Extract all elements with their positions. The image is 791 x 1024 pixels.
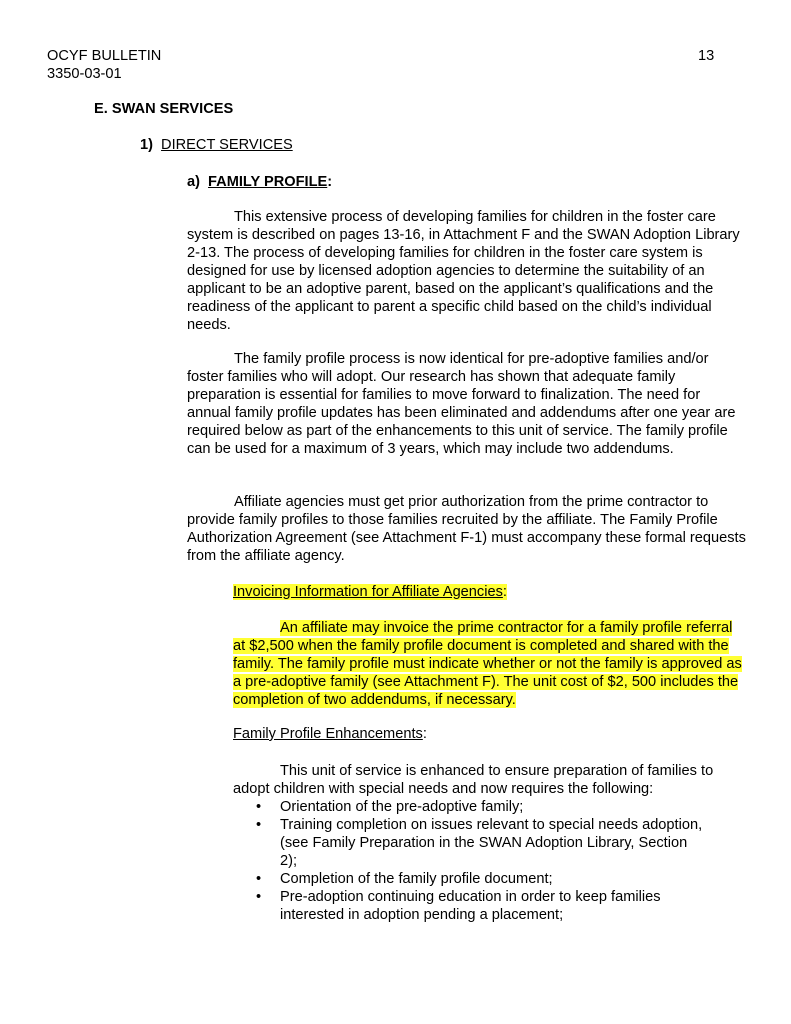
item-title [187,173,332,191]
list-item [233,816,703,870]
list-item [233,888,703,924]
paragraph-1: This extensive process of developing families for children in the foster care system is described on pages 13-16, in Attachment F and the SWAN Adoption Library 2-13. The process of developing families for children in the foster care system is designed for use by licensed adoption agencies to determine the suitability of an applicant to be an adoptive parent, based on the applicant’s qualifications and the readiness of the applicant to parent a specific child based on the child’s individual needs. [187,209,740,333]
bulletin-number: 3350-03-01 [47,66,122,82]
list-item-text: Orientation of the pre-adoptive family; [280,799,524,815]
enhancements-heading [233,725,427,743]
enhancements-intro: This unit of service is enhanced to ensure preparation of families to adopt children with special needs and now requires the following: [233,763,714,797]
bullet-icon: • [256,889,262,905]
paragraph-2: The family profile process is now identical for pre-adoptive families and/or foster families who will adopt. Our research has shown that adequate family preparation is essential for families to move forward to finalization. The need for annual family profile updates has been eliminated and addendums after one year are required below as part of the enhancements to this unit of service. The family profile can be used for a maximum of 3 years, which may include two addendums. [187,351,736,457]
enhancements-heading-text: Family Profile Enhancements [233,726,423,742]
bullet-icon: • [256,871,262,887]
enhancements-list [233,798,703,924]
page-number: 13 [698,48,715,64]
list-item-text: Completion of the family profile document; [280,871,553,887]
list-item [233,870,703,888]
subheading [140,136,293,154]
paragraph-3: Affiliate agencies must get prior authorization from the prime contractor to provide family profiles to those families recruited by the affiliate. The Family Profile Authorization Agreement (see Attachment F-1) must accompany these formal requests from the affiliate agency. [187,494,746,564]
bullet-icon: • [256,817,262,833]
section-heading: E. SWAN SERVICES [94,101,234,117]
invoicing-heading [233,583,507,601]
item-title-text: FAMILY PROFILE [208,174,328,190]
bulletin-label: OCYF BULLETIN [47,48,162,64]
invoicing-heading-text: Invoicing Information for Affiliate Agencies [233,584,503,600]
item-number: a) [187,174,200,190]
enhancements-heading-suffix: : [422,726,427,742]
list-item-text: Pre-adoption continuing education in order to keep families interested in adoption pending a placement; [280,889,661,923]
invoicing-heading-suffix: : [502,584,507,600]
invoicing-text [233,619,745,709]
list-item [233,798,703,816]
invoicing-text-content: An affiliate may invoice the prime contractor for a family profile referral at $2,500 when the family profile document is completed and shared with the family. The family profile must indicate whether or not the family is approved as a pre-adoptive family (see Attachment F). The unit cost of $2, 500 includes the completion of two addendums, if necessary. [233,620,742,708]
list-item-text: Training completion on issues relevant to special needs adoption, (see Family Preparation in the SWAN Adoption Library, Section 2); [280,817,703,869]
item-title-suffix: : [327,174,333,190]
subheading-label: DIRECT SERVICES [161,137,293,153]
bullet-icon: • [256,799,262,815]
subheading-number: 1) [140,137,153,153]
